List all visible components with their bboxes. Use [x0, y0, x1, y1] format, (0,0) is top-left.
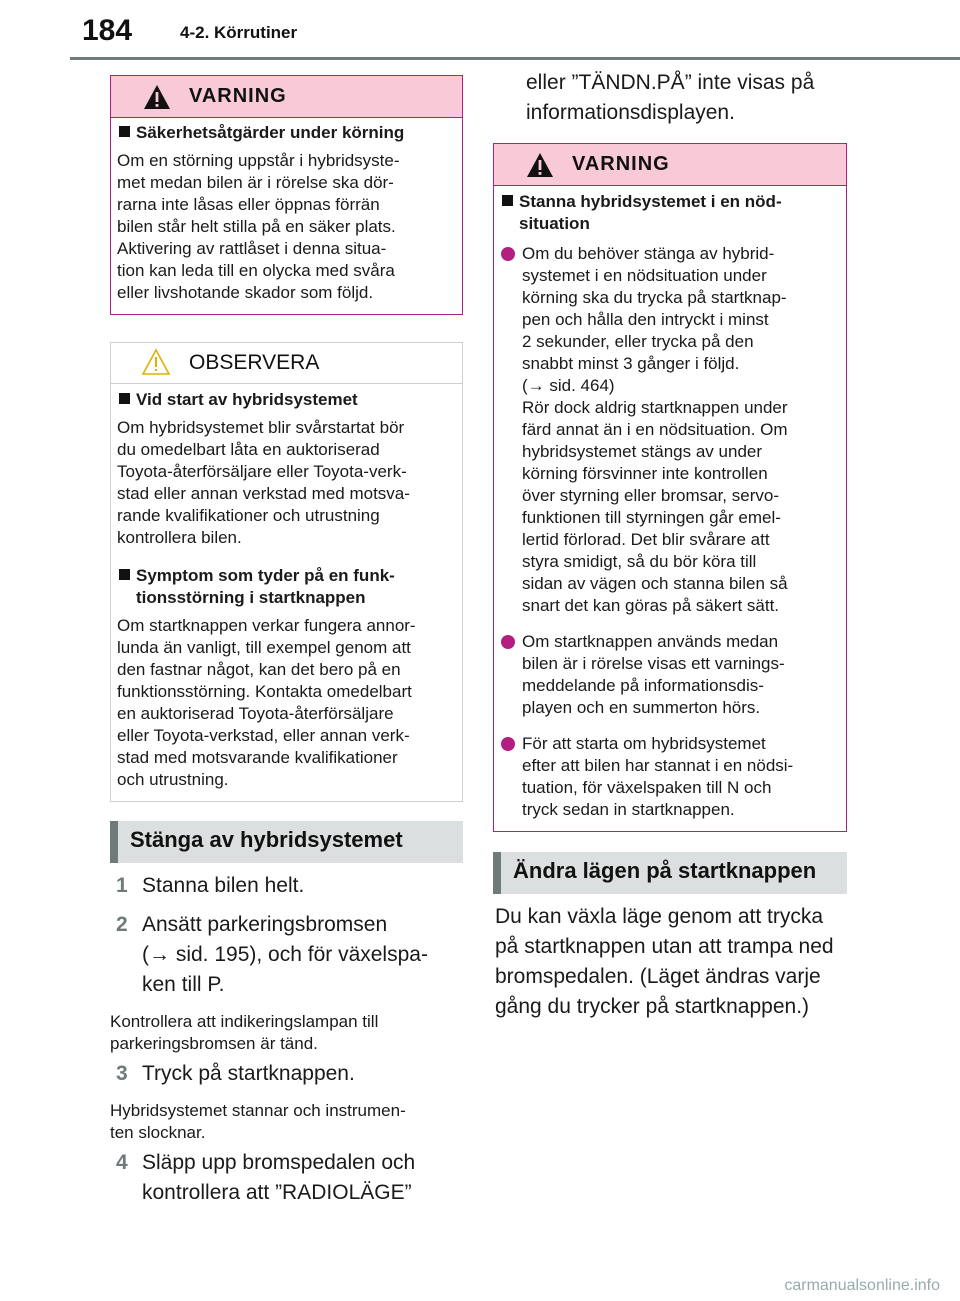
- notice-header: [111, 343, 462, 384]
- step-number: 3: [116, 1062, 128, 1085]
- section-heading-modes: Ändra lägen på startknappen: [493, 852, 847, 894]
- step-number: 4: [116, 1151, 128, 1174]
- warning-bullet-emergency-stop: Om du behöver stänga av hybrid- systemet i en nödsituation under körning ska du trycka på startknap- pen och hålla den intryckt i minst 2 sekunder, eller trycka på den snabbt minst 3 gånger i följd. (→ sid. 464) Rör dock aldrig startknappen under färd annat än i en nödsituation. Om hybridsystemet stängs av under körning försvinner inte kontrollen över styrning eller bromsar, servo- funktionen till styrningen går emel- lertid förlorad. Det blir svårare att styra smidigt, så du bör köra till sidan av vägen och stanna bilen så snart det kan göras på säkert sätt.: [500, 243, 838, 617]
- step-number: 2: [116, 913, 128, 936]
- step-4-continued: eller ”TÄNDN.PÅ” inte visas på informationsdisplayen.: [526, 71, 815, 124]
- notice-title: OBSERVERA: [189, 351, 320, 374]
- warning-text: Om en störning uppstår i hybridsyste- met medan bilen är i rörelse ska dör- rarna inte låsas eller öppnas förrän bilen står helt stilla på en säker plats. Aktivering av rattlåset i denna situa- tion kan leda till en olycka med svåra eller livshotande skador som följd.: [117, 151, 400, 302]
- round-bullet-icon: [501, 247, 515, 261]
- step-3-note: Hybridsystemet stannar och instrumen- ten slocknar.: [110, 1101, 406, 1142]
- warning-bullet-restart: För att starta om hybridsystemet efter att bilen har stannat i en nödsi- tuation, för växelspaken till N och tryck sedan in startknappen.: [500, 733, 838, 821]
- warning-heading: Säkerhetsåtgärder under körning: [117, 122, 454, 144]
- caution-triangle-icon: [141, 348, 171, 376]
- round-bullet-icon: [501, 635, 515, 649]
- notice-heading-start: Vid start av hybridsystemet: [117, 389, 454, 411]
- section-modes-body: Du kan växla läge genom att trycka på startknappen utan att trampa ned bromspedalen. (Läget ändras varje gång du trycker på startknappen.): [495, 905, 834, 1018]
- section-label: 4-2. Körrutiner: [180, 23, 298, 42]
- notice-heading-symptom: Symptom som tyder på en funk- tionsstörning i startknappen: [117, 565, 454, 609]
- page-number: 184: [82, 14, 133, 47]
- notice-text-start: Om hybridsystemet blir svårstartat bör du omedelbart låta en auktoriserad Toyota-återförsäljare eller Toyota-verk- stad eller annan verkstad med motsva- rande kvalifikationer och utrustning kontrollera bilen.: [117, 418, 410, 547]
- step-3: 3 Tryck på startknappen.: [116, 1059, 456, 1089]
- square-bullet-icon: [119, 569, 130, 580]
- step-1: 1 Stanna bilen helt.: [116, 871, 456, 901]
- square-bullet-icon: [119, 126, 130, 137]
- notice-text-symptom: Om startknappen verkar fungera annor- lunda än vanligt, till exempel genom att den fastnar något, kan det bero på en funktionsstörning. Kontakta omedelbart en auktoriserad Toyota-återförsäljare eller Toyota-verkstad, eller annan verk- stad med motsvarande kvalifikationer och utrustning.: [117, 616, 416, 789]
- step-2: 2 Ansätt parkeringsbromsen (→ sid. 195), och för växelspa- ken till P.: [116, 910, 462, 1000]
- warning-triangle-icon: [526, 152, 554, 178]
- warning-header: [494, 144, 846, 186]
- warning-header: [111, 76, 462, 118]
- square-bullet-icon: [119, 393, 130, 404]
- step-2-note: Kontrollera att indikeringslampan till parkeringsbromsen är tänd.: [110, 1012, 379, 1053]
- step-number: 1: [116, 874, 128, 897]
- square-bullet-icon: [502, 195, 513, 206]
- round-bullet-icon: [501, 737, 515, 751]
- warning-triangle-icon: [143, 84, 171, 110]
- watermark: carmanualsonline.info: [784, 1277, 940, 1294]
- warning-box-driving: [110, 75, 463, 315]
- warning-title: VARNING: [189, 85, 287, 107]
- warning-box-emergency: [493, 143, 847, 832]
- section-heading-shutdown: Stänga av hybridsystemet: [110, 821, 463, 863]
- warning-heading: Stanna hybridsystemet i en nöd- situation: [500, 191, 838, 235]
- warning-title: VARNING: [572, 153, 670, 175]
- warning-bullet-in-motion: Om startknappen används medan bilen är i rörelse visas ett varnings- meddelande på informationsdis- playen och en summerton hörs.: [500, 631, 838, 719]
- header-rule: [70, 57, 960, 60]
- step-4: 4 Släpp upp bromspedalen och kontrollera att ”RADIOLÄGE”: [116, 1148, 462, 1208]
- notice-box: [110, 342, 463, 802]
